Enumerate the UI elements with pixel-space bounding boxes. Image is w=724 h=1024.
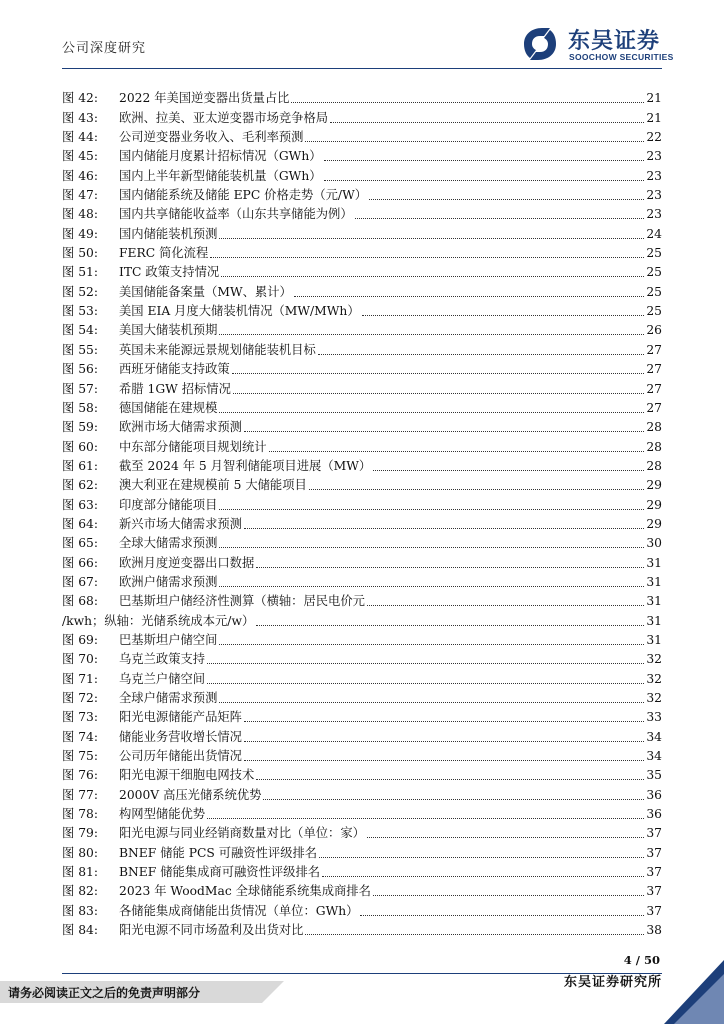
- toc-figure-title: 美国储能备案量（MW、累计）: [119, 284, 292, 299]
- toc-figure-title: 美国大储装机预期: [119, 323, 218, 338]
- toc-dot-leader: [319, 856, 644, 858]
- toc-figure-number: 图 50:: [62, 246, 98, 261]
- toc-figure-title: 国内储能装机预测: [119, 226, 218, 241]
- toc-dot-leader: [324, 159, 645, 161]
- toc-figure-number: 图 61:: [62, 458, 98, 473]
- toc-dot-leader: [219, 508, 644, 510]
- toc-page-number: 27: [646, 381, 662, 396]
- toc-row[interactable]: [62, 261, 662, 280]
- toc-page-number: 31: [646, 594, 662, 609]
- toc-figure-title: 全球大储需求预测: [119, 536, 218, 551]
- toc-page-number: 31: [646, 632, 662, 647]
- toc-row[interactable]: [62, 590, 662, 609]
- toc-figure-number: 图 62:: [62, 478, 98, 493]
- toc-page-number: 30: [646, 536, 662, 551]
- toc-row[interactable]: [62, 745, 662, 764]
- toc-page-number: 36: [646, 807, 662, 822]
- toc-page-number: 34: [646, 729, 662, 744]
- toc-figure-title: 乌克兰政策支持: [119, 652, 206, 667]
- toc-dot-leader: [244, 740, 644, 742]
- toc-row[interactable]: [62, 725, 662, 744]
- toc-row[interactable]: [62, 841, 662, 860]
- toc-row[interactable]: [62, 145, 662, 164]
- toc-page-number: 37: [646, 903, 662, 918]
- figure-list: [62, 87, 662, 938]
- toc-row[interactable]: [62, 822, 662, 841]
- toc-figure-number: 图 73:: [62, 710, 98, 725]
- toc-figure-number: 图 76:: [62, 768, 98, 783]
- toc-figure-title: 巴基斯坦户储经济性测算（横轴：居民电价元: [119, 594, 365, 609]
- toc-page-number: 28: [646, 458, 662, 473]
- toc-figure-title: 阳光电源与同业经销商数量对比（单位：家）: [119, 826, 365, 841]
- toc-page-number: 24: [646, 226, 662, 241]
- footer-brand: 东吴证券研究所: [563, 975, 662, 990]
- toc-dot-leader: [256, 566, 644, 568]
- toc-figure-number: 图 51:: [62, 265, 98, 280]
- toc-figure-title: 印度部分储能项目: [119, 497, 218, 512]
- toc-row[interactable]: [62, 222, 662, 241]
- toc-figure-number: 图 83:: [62, 903, 98, 918]
- toc-figure-title: 澳大利亚在建规模前 5 大储能项目: [119, 478, 307, 493]
- company-logo: [520, 24, 680, 64]
- toc-page-number: 37: [646, 845, 662, 860]
- logo-english-name: SOOCHOW SECURITIES: [569, 52, 674, 62]
- toc-dot-leader: [244, 527, 644, 529]
- toc-figure-number: 图 45:: [62, 149, 98, 164]
- toc-figure-title: 欧洲市场大储需求预测: [119, 420, 242, 435]
- toc-page-number: 31: [646, 574, 662, 589]
- toc-dot-leader: [355, 217, 645, 219]
- toc-page-number: 27: [646, 400, 662, 415]
- toc-figure-title: 巴基斯坦户储空间: [119, 632, 218, 647]
- toc-figure-title: 各储能集成商储能出货情况（单位：GWh）: [119, 903, 359, 918]
- toc-row[interactable]: [62, 416, 662, 435]
- toc-dot-leader: [324, 179, 645, 181]
- toc-figure-number: 图 72:: [62, 691, 98, 705]
- toc-figure-title: 公司逆变器业务收入、毛利率预测: [119, 130, 304, 145]
- toc-row[interactable]: [62, 532, 662, 551]
- toc-figure-number: 图 46:: [62, 168, 98, 183]
- toc-page-number: 22: [646, 130, 662, 145]
- toc-figure-number: 图 44:: [62, 130, 98, 145]
- toc-figure-title: 2022 年美国逆变器出货量占比: [119, 91, 290, 106]
- toc-figure-number: 图 57:: [62, 381, 98, 396]
- toc-page-number: 37: [646, 865, 662, 880]
- toc-figure-title: 中东部分储能项目规划统计: [119, 439, 267, 454]
- toc-dot-leader: [244, 759, 644, 761]
- toc-figure-number: 图 58:: [62, 400, 98, 415]
- toc-page-number: 21: [646, 110, 662, 125]
- toc-page-number: 25: [646, 265, 662, 280]
- toc-figure-title: 英国未来能源远景规划储能装机目标: [119, 342, 316, 357]
- toc-dot-leader: [219, 701, 644, 703]
- toc-page-number: 29: [646, 497, 662, 512]
- toc-figure-number: 图 71:: [62, 671, 98, 686]
- toc-page-number: 37: [646, 884, 662, 899]
- toc-figure-title: /kwh；纵轴：光储系统成本元/w）: [62, 613, 255, 628]
- toc-dot-leader: [244, 720, 644, 722]
- toc-dot-leader: [305, 140, 644, 142]
- toc-dot-leader: [373, 469, 644, 471]
- disclaimer-banner: [0, 981, 262, 1003]
- toc-page-number: 38: [646, 923, 662, 938]
- toc-page-number: 34: [646, 749, 662, 764]
- toc-row[interactable]: [62, 435, 662, 454]
- toc-row[interactable]: [62, 338, 662, 357]
- toc-figure-number: 图 79:: [62, 826, 98, 841]
- toc-row[interactable]: [62, 687, 662, 706]
- toc-figure-title: 欧洲、拉美、亚太逆变器市场竞争格局: [119, 110, 329, 125]
- toc-figure-title: BNEF 储能集成商可融资性评级排名: [119, 865, 321, 880]
- toc-figure-title: 国内储能系统及储能 EPC 价格走势（元/W）: [119, 188, 368, 203]
- toc-row[interactable]: [62, 571, 662, 590]
- toc-dot-leader: [219, 546, 644, 548]
- toc-dot-leader: [367, 604, 644, 606]
- toc-row[interactable]: [62, 106, 662, 125]
- toc-dot-leader: [219, 411, 644, 413]
- toc-page-number: 27: [646, 342, 662, 357]
- toc-page-number: 23: [646, 149, 662, 164]
- toc-figure-number: 图 59:: [62, 420, 98, 435]
- toc-figure-number: 图 64:: [62, 516, 98, 531]
- toc-figure-title: 2023 年 WoodMac 全球储能系统集成商排名: [119, 884, 371, 899]
- toc-row[interactable]: [62, 280, 662, 299]
- toc-figure-title: 欧洲月度逆变器出口数据: [119, 555, 255, 570]
- toc-dot-leader: [367, 836, 644, 838]
- toc-page-number: 23: [646, 207, 662, 222]
- soochow-logo-icon: [520, 26, 560, 62]
- toc-figure-number: 图 80:: [62, 845, 98, 860]
- toc-figure-number: 图 47:: [62, 188, 98, 203]
- toc-figure-number: 图 54:: [62, 323, 98, 338]
- toc-figure-title: 截至 2024 年 5 月智利储能项目进展（MW）: [119, 458, 372, 473]
- toc-dot-leader: [232, 372, 645, 374]
- toc-page-number: 27: [646, 362, 662, 377]
- toc-page-number: 25: [646, 246, 662, 261]
- toc-figure-title: 2000V 高压光储系统优势: [119, 787, 262, 802]
- corner-decoration: [664, 960, 724, 1024]
- toc-figure-number: 图 78:: [62, 807, 98, 822]
- report-category: 公司深度研究: [62, 41, 147, 56]
- toc-dot-leader: [207, 817, 644, 819]
- toc-dot-leader: [207, 682, 644, 684]
- toc-page-number: 28: [646, 420, 662, 435]
- toc-page-number: 36: [646, 787, 662, 802]
- toc-row[interactable]: [62, 513, 662, 532]
- toc-row[interactable]: [62, 377, 662, 396]
- toc-row[interactable]: [62, 358, 662, 377]
- toc-figure-number: 图 56:: [62, 362, 98, 377]
- toc-dot-leader: [219, 643, 644, 645]
- toc-dot-leader: [309, 488, 645, 490]
- toc-dot-leader: [207, 662, 644, 664]
- toc-figure-title: 国内上半年新型储能装机量（GWh）: [119, 168, 322, 183]
- toc-row[interactable]: [62, 919, 662, 938]
- toc-page-number: 29: [646, 516, 662, 531]
- toc-row[interactable]: [62, 609, 662, 628]
- toc-figure-title: 美国 EIA 月度大储装机情况（MW/MWh）: [119, 304, 360, 319]
- toc-dot-leader: [360, 914, 644, 916]
- toc-dot-leader: [322, 875, 644, 877]
- toc-figure-number: 图 49:: [62, 226, 98, 241]
- toc-page-number: 32: [646, 671, 662, 686]
- toc-row[interactable]: [62, 861, 662, 880]
- toc-page-number: 23: [646, 168, 662, 183]
- toc-row[interactable]: [62, 667, 662, 686]
- toc-page-number: 33: [646, 710, 662, 725]
- toc-page-number: 31: [646, 555, 662, 570]
- toc-figure-title: 西班牙储能支持政策: [119, 362, 230, 377]
- toc-dot-leader: [221, 275, 644, 277]
- toc-dot-leader: [233, 392, 644, 394]
- toc-figure-title: 德国储能在建规模: [119, 400, 218, 415]
- toc-row[interactable]: [62, 455, 662, 474]
- toc-figure-number: 图 84:: [62, 923, 98, 938]
- page-number: 4 / 50: [623, 953, 660, 967]
- toc-figure-number: 图 69:: [62, 632, 98, 647]
- toc-page-number: 25: [646, 284, 662, 299]
- toc-row[interactable]: [62, 803, 662, 822]
- toc-row[interactable]: [62, 300, 662, 319]
- toc-figure-number: 图 70:: [62, 652, 98, 667]
- toc-figure-number: 图 43:: [62, 110, 98, 125]
- toc-page-number: 31: [646, 613, 662, 628]
- toc-figure-number: 图 63:: [62, 497, 98, 512]
- toc-row[interactable]: [62, 319, 662, 338]
- toc-figure-number: 图 81:: [62, 865, 98, 880]
- toc-dot-leader: [369, 198, 644, 200]
- toc-row[interactable]: [62, 397, 662, 416]
- toc-row[interactable]: [62, 551, 662, 570]
- header-divider: [62, 68, 662, 69]
- toc-dot-leader: [256, 778, 644, 780]
- toc-figure-title: 国内共享储能收益率（山东共享储能为例）: [119, 207, 353, 222]
- toc-page-number: 37: [646, 826, 662, 841]
- toc-dot-leader: [219, 585, 644, 587]
- toc-dot-leader: [330, 121, 644, 123]
- toc-row[interactable]: [62, 203, 662, 222]
- toc-figure-number: 图 42:: [62, 91, 98, 106]
- toc-figure-title: 阳光电源储能产品矩阵: [119, 710, 242, 725]
- toc-figure-title: 新兴市场大储需求预测: [119, 516, 242, 531]
- toc-dot-leader: [219, 237, 644, 239]
- toc-page-number: 29: [646, 478, 662, 493]
- toc-dot-leader: [291, 101, 644, 103]
- toc-figure-number: 图 60:: [62, 439, 98, 454]
- toc-figure-title: 希腊 1GW 招标情况: [119, 381, 231, 396]
- toc-figure-title: 全球户储需求预测: [119, 691, 218, 705]
- toc-figure-number: 图 75:: [62, 749, 98, 764]
- toc-dot-leader: [373, 894, 644, 896]
- toc-row[interactable]: [62, 629, 662, 648]
- toc-dot-leader: [269, 450, 645, 452]
- toc-row[interactable]: [62, 126, 662, 145]
- toc-row[interactable]: [62, 706, 662, 725]
- toc-dot-leader: [318, 353, 645, 355]
- disclaimer-text: 请务必阅读正文之后的免责声明部分: [8, 986, 201, 1000]
- toc-page-number: 21: [646, 91, 662, 106]
- toc-row[interactable]: [62, 880, 662, 899]
- toc-row[interactable]: [62, 164, 662, 183]
- toc-page-number: 25: [646, 304, 662, 319]
- toc-figure-title: 构网型储能优势: [119, 807, 206, 822]
- toc-row[interactable]: [62, 899, 662, 918]
- toc-figure-title: 乌克兰户储空间: [119, 671, 206, 686]
- logo-chinese-name: 东吴证券: [568, 29, 661, 54]
- toc-figure-title: 储能业务营收增长情况: [119, 729, 242, 744]
- toc-row[interactable]: [62, 87, 662, 106]
- toc-page-number: 23: [646, 188, 662, 203]
- toc-figure-title: BNEF 储能 PCS 可融资性评级排名: [119, 845, 318, 860]
- toc-row[interactable]: [62, 474, 662, 493]
- toc-row[interactable]: [62, 764, 662, 783]
- toc-dot-leader: [256, 624, 644, 626]
- toc-figure-number: 图 82:: [62, 884, 98, 899]
- toc-figure-title: 公司历年储能出货情况: [119, 749, 242, 764]
- toc-figure-number: 图 67:: [62, 574, 98, 589]
- toc-dot-leader: [244, 430, 644, 432]
- toc-figure-title: 阳光电源不同市场盈利及出货对比: [119, 923, 304, 938]
- toc-figure-number: 图 77:: [62, 787, 98, 802]
- toc-figure-number: 图 55:: [62, 342, 98, 357]
- toc-dot-leader: [362, 314, 645, 316]
- toc-figure-number: 图 65:: [62, 536, 98, 551]
- toc-figure-title: 欧洲户储需求预测: [119, 574, 218, 589]
- toc-dot-leader: [294, 295, 645, 297]
- toc-row[interactable]: [62, 493, 662, 512]
- toc-figure-number: 图 68:: [62, 594, 98, 609]
- toc-page-number: 35: [646, 768, 662, 783]
- toc-page-number: 32: [646, 691, 662, 705]
- toc-figure-title: 国内储能月度累计招标情况（GWh）: [119, 149, 322, 164]
- toc-page-number: 26: [646, 323, 662, 338]
- toc-row[interactable]: [62, 648, 662, 667]
- toc-figure-number: 图 66:: [62, 555, 98, 570]
- toc-figure-number: 图 48:: [62, 207, 98, 222]
- toc-page-number: 32: [646, 652, 662, 667]
- toc-figure-number: 图 52:: [62, 284, 98, 299]
- toc-row[interactable]: [62, 783, 662, 802]
- toc-row[interactable]: [62, 184, 662, 203]
- toc-dot-leader: [219, 333, 644, 335]
- toc-dot-leader: [263, 798, 644, 800]
- toc-row[interactable]: [62, 242, 662, 261]
- toc-page-number: 28: [646, 439, 662, 454]
- toc-figure-number: 图 53:: [62, 304, 98, 319]
- toc-figure-title: FERC 简化流程: [119, 246, 209, 261]
- toc-dot-leader: [210, 256, 644, 258]
- toc-figure-title: ITC 政策支持情况: [119, 265, 220, 280]
- toc-figure-number: 图 74:: [62, 729, 98, 744]
- toc-dot-leader: [305, 933, 644, 935]
- toc-figure-title: 阳光电源干细胞电网技术: [119, 768, 255, 783]
